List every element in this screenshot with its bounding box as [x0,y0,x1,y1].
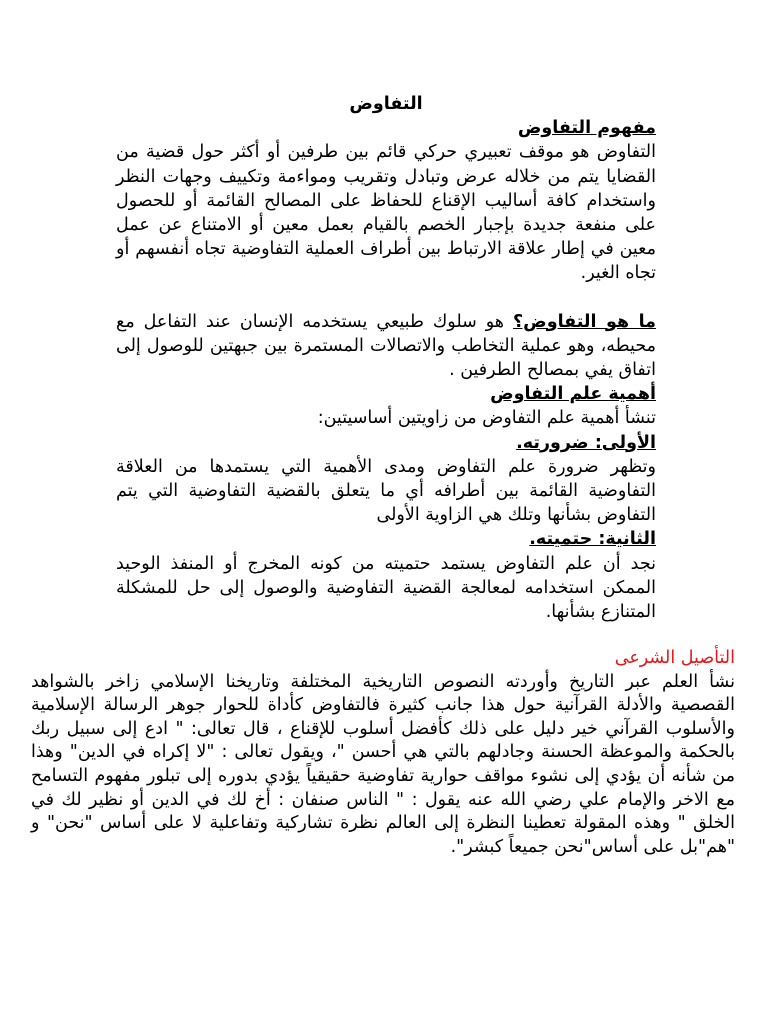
first-paragraph: وتظهر ضرورة علم التفاوض ومدى الأهمية التي يستمدها من العلاقة التفاوضية القائمة بين أطرافه أي ما يتعلق بالقضية التفاوضية التي يتم التفاوض بشأنها وتلك هي الزاوية الأولى [116,456,656,526]
first-heading: الأولى: ضرورته. [516,432,656,453]
what-paragraph [116,310,656,383]
concept-heading: مفهوم التفاوض [517,118,656,139]
second-paragraph: نجد أن علم التفاوض يستمد حتميته من كونه المخرج أو المنفذ الوحيد الممكن استخدامه لمعالجة القضية التفاوضية والوصول إلى حل للمشكلة المتنازع بشأنها. [116,553,656,623]
sharia-heading: التأصيل الشرعى [614,648,735,668]
second-heading: الثانية: حتميته. [529,529,656,550]
what-text: هو سلوك طبيعي يستخدمه الإنسان عند التفاعل مع محيطه، وهو عملية التخاطب والاتصالات المستمرة بين جبهتين للوصول إلى اتفاق يفي بمصالح الطرفين . [116,311,656,381]
document-title: التفاوض [349,94,423,114]
sharia-paragraph: نشأ العلم عبر التاريخ وأوردته النصوص التاريخية المختلفة وتاريخنا الإسلامي زاخر بالشواهد القصصية والأدلة القرآنية حول هذا جانب كثيرة فالتفاوض كأداة للحوار جوهر الرسالة الإسلامية والأسلوب القرآني خير دليل على ذلك كأفضل أسلوب للإقناع ، قال تعالى: " ادع إلى سبيل ربك بالحكمة والموعظة الحسنة وجادلهم بالتي هي أحسن "، ويقول تعالى : "لا إكراه في الدين" وهذا من شأنه أن يؤدي إلى نشوء مواقف حوارية تفاوضية حقيقياً يؤدي بدوره إلى تبلور مفهوم التسامح مع الاخر والإمام علي رضي الله عنه يقول : " الناس صنفان : أخ لك في الدين أو نظير لك في الخلق " وهذه المقولة تعطينا النظرة إلى العالم نظرة تشاركية وتفاعلية لا على أساس "نحن" و "هم"بل على أساس"نحن جميعاً كبشر". [31,671,735,857]
sharia-section [31,647,735,859]
importance-heading: أهمية علم التفاوض [490,384,656,405]
paragraph-gap [116,286,656,310]
what-heading: ما هو التفاوض؟ [513,311,656,332]
importance-paragraph: تنشأ أهمية علم التفاوض من زاويتين أساسيتين: [317,408,656,429]
concept-paragraph: التفاوض هو موقف تعبيري حركي قائم بين طرفين أو أكثر حول قضية من القضايا يتم من خلاله عرض وتبادل وتقريب ومواءمة وتكييف وجهات النظر واستخدام كافة أساليب الإقناع للحفاظ على المصالح القائمة أو للحصول على منفعة جديدة بإجبار الخصم بالقيام بعمل معين أو الامتناع عن عمل معين في إطار علاقة الارتباط بين أطراف العملية التفاوضية تجاه أنفسهم أو تجاه الغير. [116,142,656,284]
document-body [116,92,656,624]
